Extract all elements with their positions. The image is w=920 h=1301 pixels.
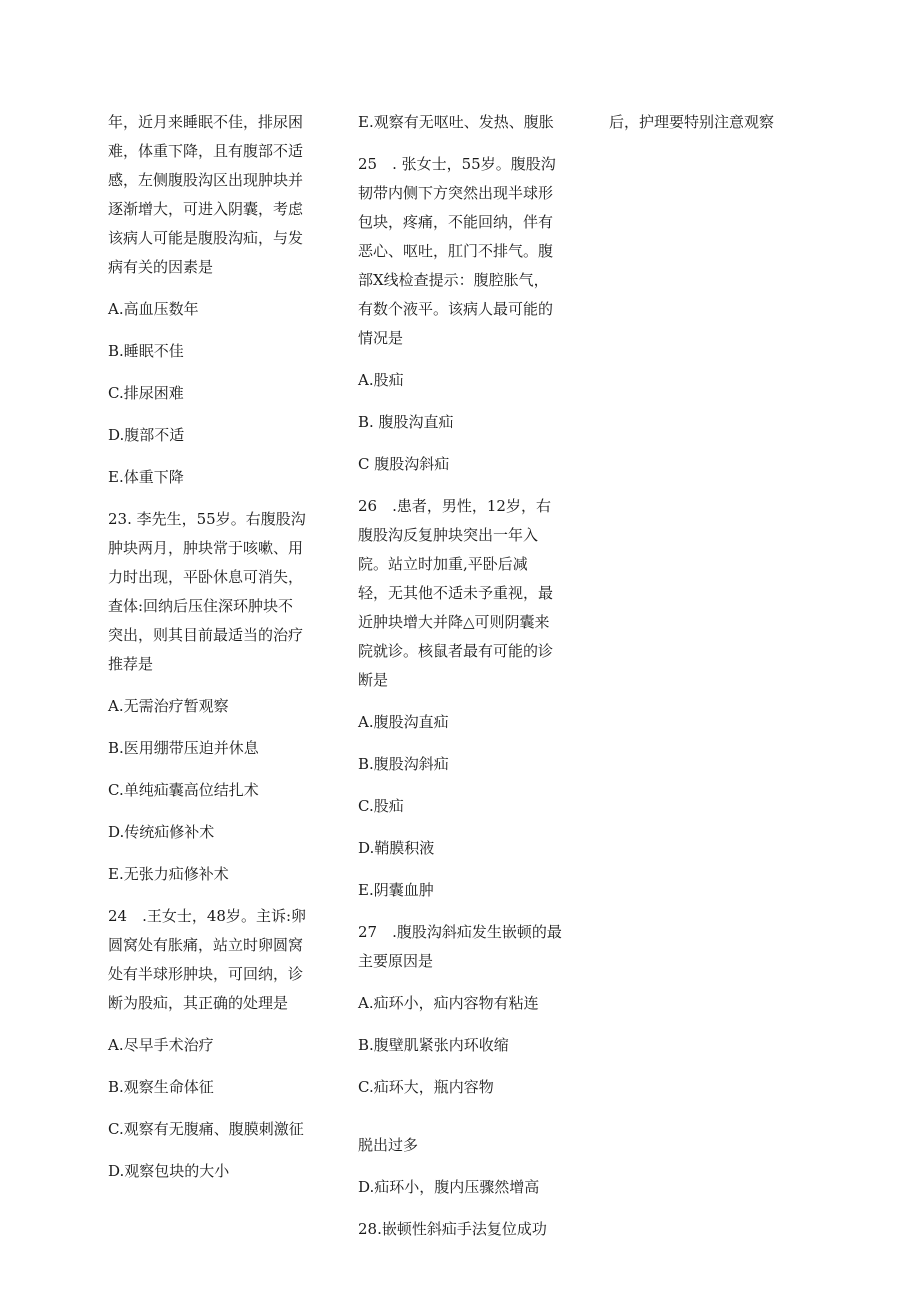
answer-option: B.腹壁肌紧张内环收缩 — [358, 1036, 509, 1054]
spacer — [108, 408, 318, 421]
spacer — [108, 763, 318, 776]
spacer — [108, 847, 318, 860]
spacer — [358, 779, 570, 792]
answer-option: A.股疝 — [358, 371, 404, 389]
spacer — [358, 1060, 570, 1073]
spacer — [358, 1202, 570, 1215]
spacer — [358, 1018, 570, 1031]
question-text: 26 .患者，男性，12岁，右 腹股沟反复肿块突出一年入 院。站立时加重,平卧后减 轻，无其他不适未予重视，最 近肿块增大并降△可则阴囊来 院就诊。核鼠者最有可能的诊 断是 — [358, 497, 554, 689]
spacer — [358, 437, 570, 450]
spacer — [108, 1144, 318, 1157]
answer-option: A.疝环小，疝内容物有粘连 — [358, 994, 539, 1012]
spacer — [108, 1018, 318, 1031]
question-text: C.疝环大，瓶内容物 脱出过多 — [358, 1078, 494, 1154]
spacer — [358, 863, 570, 876]
spacer — [108, 805, 318, 818]
answer-option: B.医用绷带压迫并休息 — [108, 739, 259, 757]
answer-option: B. 腹股沟直疝 — [358, 413, 454, 431]
text-column-2 — [358, 108, 570, 1244]
spacer — [108, 889, 318, 902]
spacer — [108, 324, 318, 337]
answer-option: A.腹股沟直疝 — [358, 713, 449, 731]
answer-option: D.腹部不适 — [108, 426, 185, 444]
spacer — [108, 450, 318, 463]
spacer — [108, 721, 318, 734]
spacer — [358, 137, 570, 150]
answer-option: C.排尿困难 — [108, 384, 184, 402]
answer-option: A.尽早手术治疗 — [108, 1036, 214, 1054]
answer-option: C.股疝 — [358, 797, 404, 815]
spacer — [358, 1160, 570, 1173]
answer-option: E.无张力疝修补术 — [108, 865, 229, 883]
answer-option: D.鞘膜积液 — [358, 839, 435, 857]
spacer — [358, 976, 570, 989]
spacer — [108, 366, 318, 379]
answer-option: C.单纯疝囊高位结扎术 — [108, 781, 259, 799]
spacer — [108, 282, 318, 295]
spacer — [358, 737, 570, 750]
question-text: 年，近月来睡眠不佳，排尿困 难，体重下降，且有腹部不适 感，左侧腹股沟区出现肿块并 逐渐增大，可进入阴囊，考虑 该病人可能是腹股沟疝，与发 病有关的因素是 — [108, 113, 304, 276]
spacer — [358, 821, 570, 834]
answer-option: D.疝环小，腹内压骤然增高 — [358, 1178, 540, 1196]
text-column-1 — [108, 108, 318, 1186]
answer-option: C 腹股沟斜疝 — [358, 455, 450, 473]
question-text: 25 . 张女士，55岁。腹股沟 韧带内侧下方突然出现半球形 包块，疼痛，不能回纳，伴有 恶心、呕吐，肛门不排气。腹 部X线检查提示：腹腔胀气， 有数个液平。该病人最可能的 情况是 — [358, 155, 556, 347]
spacer — [358, 353, 570, 366]
spacer — [108, 492, 318, 505]
answer-option: E.体重下降 — [108, 468, 184, 486]
answer-option: A.高血压数年 — [108, 300, 199, 318]
question-text: 27 .腹股沟斜疝发生嵌顿的最 主要原因是 — [358, 923, 562, 970]
spacer — [108, 1102, 318, 1115]
spacer — [108, 1060, 318, 1073]
question-text: 24 .王女士，48岁。主诉:卵 圆窝处有胀痛，站立时卵圆窝 处有半球形肿块，可回纳，诊 断为股疝，其正确的处理是 — [108, 907, 306, 1012]
answer-option: E.阴囊血肿 — [358, 881, 434, 899]
answer-option: B.观察生命体征 — [108, 1078, 214, 1096]
answer-option: A.无需治疗暂观察 — [108, 697, 229, 715]
answer-option: D.观察包块的大小 — [108, 1162, 230, 1180]
answer-option: D.传统疝修补术 — [108, 823, 215, 841]
spacer — [358, 905, 570, 918]
spacer — [358, 479, 570, 492]
spacer — [358, 695, 570, 708]
spacer — [358, 395, 570, 408]
answer-option: B.睡眠不佳 — [108, 342, 184, 360]
spacer — [108, 679, 318, 692]
answer-option: 28.嵌顿性斜疝手法复位成功 — [358, 1220, 547, 1238]
question-text: 23. 李先生，55岁。右腹股沟 肿块两月，肿块常于咳嗽、用 力时出现，平卧休息可消失， 查体:回纳后压住深环肿块不 突出，则其目前最适当的治疗 推荐是 — [108, 510, 306, 673]
text-column-3 — [609, 108, 809, 137]
answer-option: 后，护理要特别注意观察 — [609, 113, 775, 131]
answer-option: B.腹股沟斜疝 — [358, 755, 449, 773]
answer-option: C.观察有无腹痛、腹膜刺激征 — [108, 1120, 304, 1138]
answer-option: E.观察有无呕吐、发热、腹胀 — [358, 113, 554, 131]
